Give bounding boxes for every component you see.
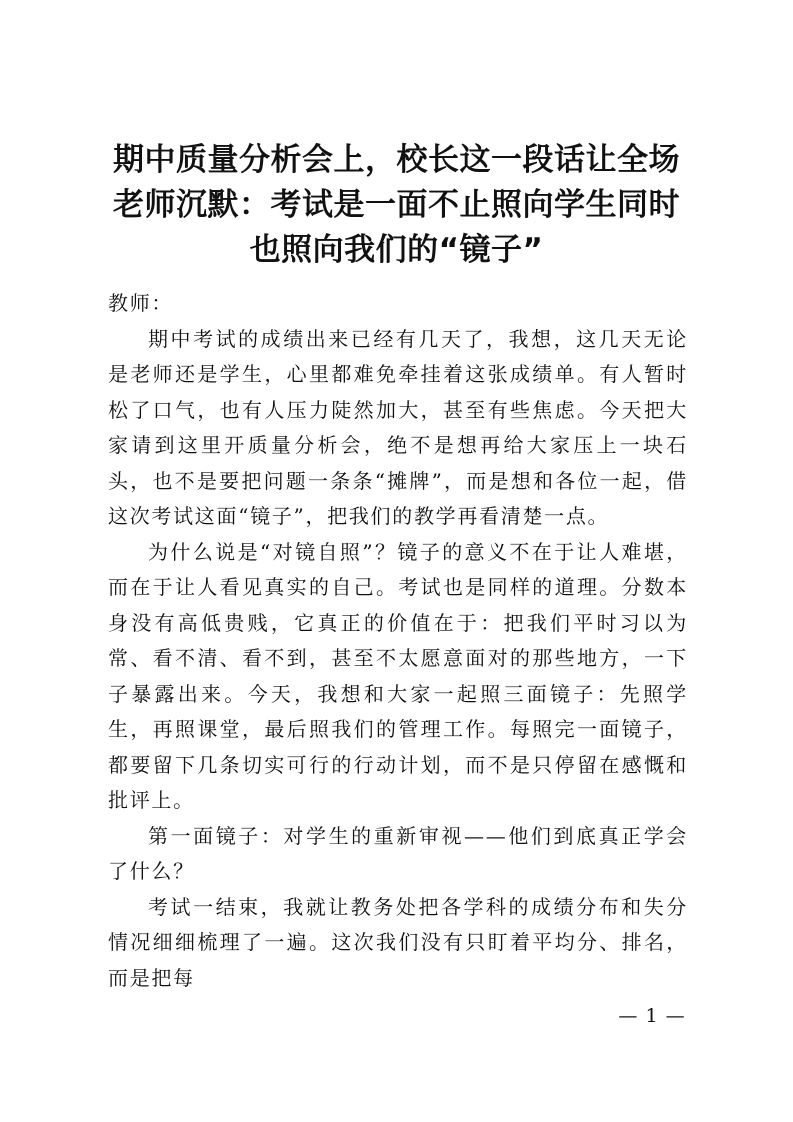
title-line: 也照向我们的“镜子” xyxy=(249,232,544,268)
section-heading: 第一面镜子：对学生的重新审视——他们到底真正学会了什么？ xyxy=(108,823,688,883)
page-number: — 1 — xyxy=(618,1005,686,1027)
title-line: 老师沉默：考试是一面不止照向学生同时 xyxy=(113,187,680,223)
title-line: 期中质量分析会上，校长这一段话让全场 xyxy=(113,142,680,178)
document-title xyxy=(95,138,698,273)
body-paragraph: 为什么说是“对镜自照”？镜子的意义不在于让人难堪，而在于让人看见真实的自己。考试也是同样的道理。分数本身没有高低贵贱，它真正的价值在于：把我们平时习以为常、看不清、看不到，甚至不太愿意面对的那些地方，一下子暴露出来。今天，我想和大家一起照三面镜子：先照学生，再照课堂，最后照我们的管理工作。每照完一面镜子，都要留下几条切实可行的行动计划，而不是只停留在感慨和批评上。 xyxy=(108,539,688,812)
document-body xyxy=(108,286,688,996)
body-paragraph: 考试一结束，我就让教务处把各学科的成绩分布和失分情况细细梳理了一遍。这次我们没有只盯着平均分、排名，而是把每 xyxy=(108,894,688,990)
body-paragraph: 期中考试的成绩出来已经有几天了，我想，这几天无论是老师还是学生，心里都难免牵挂着这张成绩单。有人暂时松了口气，也有人压力陡然加大，甚至有些焦虑。今天把大家请到这里开质量分析会，绝不是想再给大家压上一块石头，也不是要把问题一条条“摊牌”，而是想和各位一起，借这次考试这面“镜子”，把我们的教学再看清楚一点。 xyxy=(108,326,688,528)
salutation: 教师： xyxy=(108,291,174,315)
